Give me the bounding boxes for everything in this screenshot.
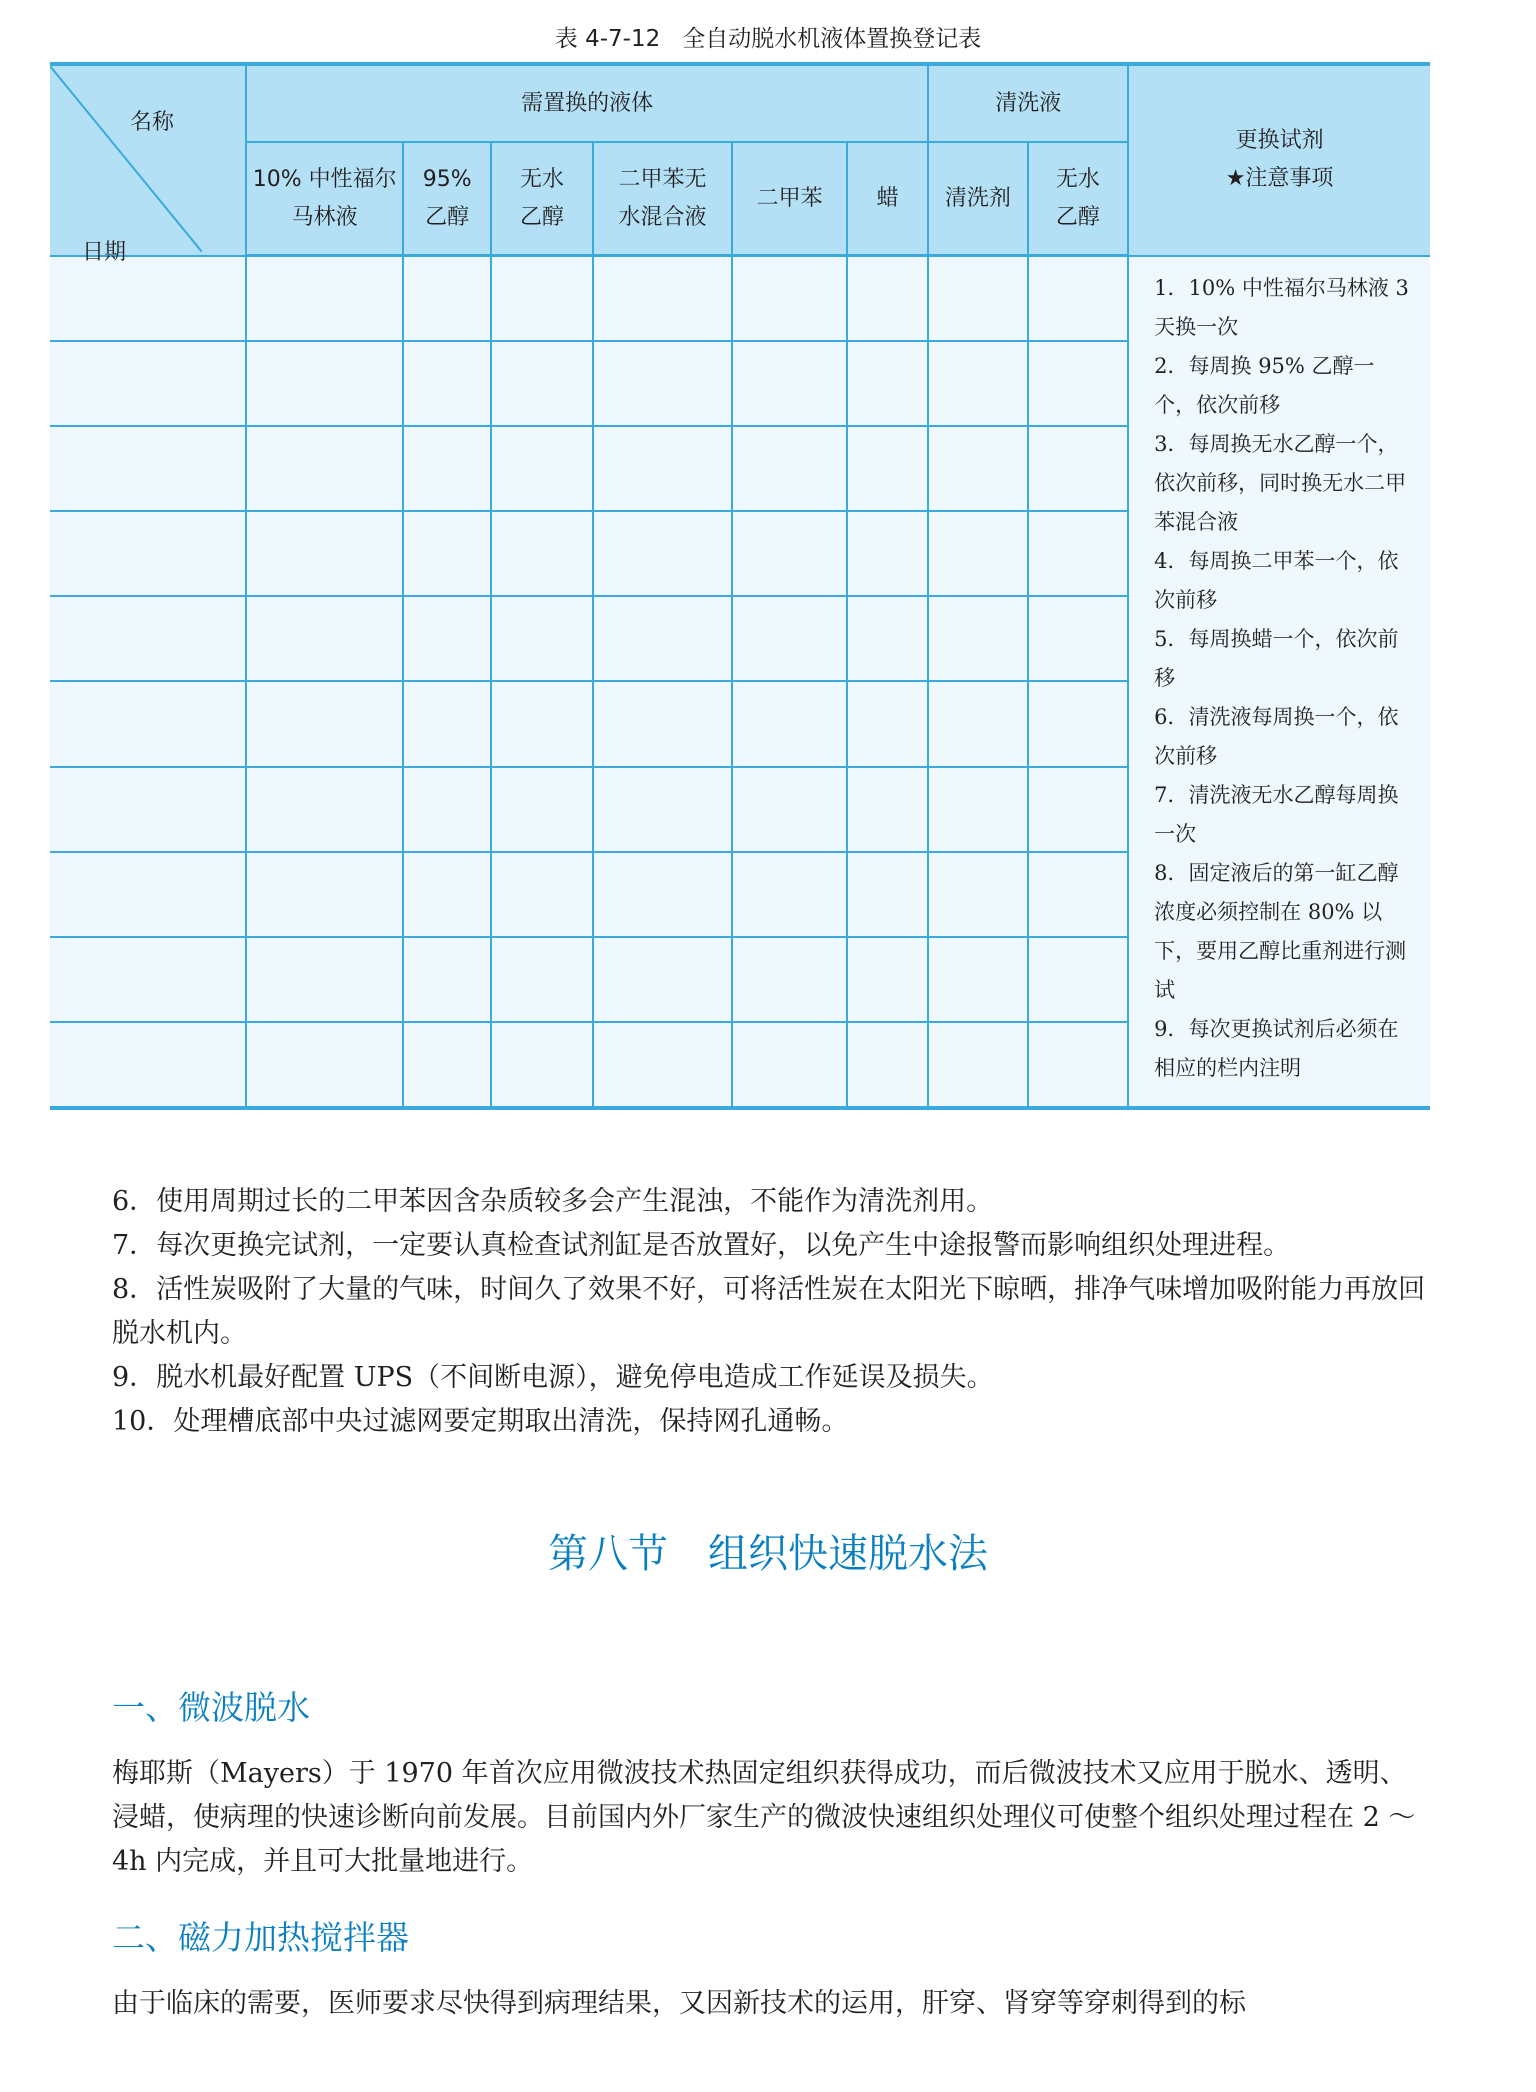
table-cell [847,426,928,511]
table-cell [246,596,403,681]
table-cell [491,426,593,511]
notes-cell [1128,256,1430,1109]
table-cell [1028,256,1129,342]
group-wash-header: 清洗液 [928,64,1128,142]
table-cell [491,767,593,852]
table-cell [928,681,1027,766]
table-cell [593,426,732,511]
table-cell [50,256,246,342]
notes-header-line2: ★注意事项 [1225,166,1334,192]
note-item: 2．每周换 95% 乙醇一个，依次前移 [1154,353,1375,417]
col-header-line: 二甲苯无 [618,166,707,192]
table-cell [732,256,847,342]
col-header-line: 无水 [519,166,564,192]
table-cell [928,852,1027,937]
table-cell [50,767,246,852]
table-cell [928,596,1027,681]
col-header-xylene-mix [593,142,732,256]
table-cell [246,681,403,766]
table-cell [246,767,403,852]
table-cell [593,937,732,1022]
note-item: 7．清洗液无水乙醇每周换一次 [1154,782,1399,846]
table-cell [50,681,246,766]
table-cell [491,681,593,766]
table-cell [50,511,246,596]
table-cell [847,937,928,1022]
table-cell [50,852,246,937]
table-cell [847,596,928,681]
table-cell [847,1022,928,1108]
col-header-line: 马林液 [291,204,358,230]
table-cell [928,341,1027,426]
notes-header-line1: 更换试剂 [1235,128,1324,154]
table-cell [593,1022,732,1108]
col-header-absolute-ethanol [491,142,593,256]
table-cell [928,511,1027,596]
notes-header [1128,64,1430,256]
table-cell [847,852,928,937]
table-cell [491,1022,593,1108]
col-header-line: 水混合液 [618,204,707,230]
paragraph-microwave: 梅耶斯（Mayers）于 1970 年首次应用微波技术热固定组织获得成功，而后微波技术又应用于脱水、透明、浸蜡，使病理的快速诊断向前发展。目前国内外厂家生产的微波快速组织处理仪可使整个组织处理过程在 2 ～ 4h 内完成，并且可大批量地进行。 [112,1758,1416,1877]
corner-date-label: 日期 [82,240,127,265]
corner-diagonal [50,66,202,252]
subsection-title-magnetic-stirrer: 二、磁力加热搅拌器 [112,1918,409,1957]
table-cell [246,256,403,342]
table-cell [50,1022,246,1108]
table-cell [246,937,403,1022]
table-cell [593,341,732,426]
paragraph-8: 8．活性炭吸附了大量的气味，时间久了效果不好，可将活性炭在太阳光下晾晒，排净气味增加吸附能力再放回脱水机内。 [112,1274,1426,1349]
table-cell [928,767,1027,852]
table-cell [732,341,847,426]
table-cell [847,681,928,766]
table-cell [246,511,403,596]
col-header-formalin [246,142,403,256]
table-cell [593,681,732,766]
table-cell [50,937,246,1022]
corner-name-label: 名称 [130,110,175,135]
section-title: 第八节 组织快速脱水法 [548,1531,988,1577]
table-cell [50,596,246,681]
table-cell [928,1022,1027,1108]
col-header-line: 10% 中性福尔 [252,166,397,192]
table-cell [1028,852,1129,937]
note-item: 9．每次更换试剂后必须在相应的栏内注明 [1154,1016,1399,1080]
col-header-wax: 蜡 [847,142,928,256]
col-header-xylene: 二甲苯 [732,142,847,256]
paragraph-9: 9．脱水机最好配置 UPS（不间断电源），避免停电造成工作延误及损失。 [112,1362,994,1393]
table-cell [403,681,491,766]
table-cell [847,256,928,342]
table-cell [403,767,491,852]
table-cell [1028,1022,1129,1108]
table-cell [491,596,593,681]
caption-number: 表 4-7-12 [554,26,661,52]
paragraph-6: 6．使用周期过长的二甲苯因含杂质较多会产生混浊，不能作为清洗剂用。 [112,1186,994,1217]
caption-title: 全自动脱水机液体置换登记表 [682,26,982,52]
table-cell [403,937,491,1022]
table-cell [403,596,491,681]
note-item: 6．清洗液每周换一个，依次前移 [1154,704,1399,768]
table-cell [1028,511,1129,596]
note-item: 1．10% 中性福尔马林液 3 天换一次 [1154,275,1409,339]
table-cell [491,256,593,342]
paragraph-magnetic-stirrer: 由于临床的需要，医师要求尽快得到病理结果，又因新技术的运用，肝穿、肾穿等穿刺得到的标 [112,1988,1246,2019]
table-cell [403,852,491,937]
table-cell [732,937,847,1022]
table-cell [732,426,847,511]
note-item: 4．每周换二甲苯一个，依次前移 [1154,548,1399,612]
table-cell [593,511,732,596]
corner-header-cell [50,64,246,265]
table-cell [1028,681,1129,766]
table-cell [732,511,847,596]
group-replace-header: 需置换的液体 [246,64,928,142]
table-cell [1028,767,1129,852]
table-cell [732,852,847,937]
col-header-line: 乙醇 [425,204,470,230]
subsection-title-microwave: 一、微波脱水 [112,1688,310,1727]
paragraph-7: 7．每次更换完试剂，一定要认真检查试剂缸是否放置好，以免产生中途报警而影响组织处理进程。 [112,1230,1291,1261]
table-cell [928,256,1027,342]
table-cell [491,511,593,596]
table-cell [403,511,491,596]
table-cell [491,852,593,937]
table-cell [246,341,403,426]
col-header-wash-ethanol [1028,142,1129,256]
table-cell [403,426,491,511]
table-cell [1028,596,1129,681]
registration-table [50,62,1430,1110]
table-cell [1028,341,1129,426]
table-cell [1028,937,1129,1022]
col-header-ethanol-95 [403,142,491,256]
table-cell [593,767,732,852]
table-cell [246,1022,403,1108]
table-cell [847,767,928,852]
col-header-line: 95% [422,166,472,192]
table-cell [403,256,491,342]
table-cell [732,596,847,681]
table-row [50,256,1430,342]
table-cell [403,1022,491,1108]
table-cell [50,341,246,426]
note-item: 3．每周换无水乙醇一个，依次前移，同时换无水二甲苯混合液 [1154,431,1407,534]
table-cell [50,426,246,511]
table-cell [732,681,847,766]
table-cell [847,511,928,596]
table-cell [847,341,928,426]
table-cell [246,852,403,937]
table-cell [593,852,732,937]
col-header-line: 乙醇 [519,204,564,230]
table-cell [246,426,403,511]
table-cell [593,596,732,681]
col-header-line: 乙醇 [1055,204,1100,230]
table-cell [732,1022,847,1108]
table-cell [593,256,732,342]
table-caption [0,20,1536,53]
table-cell [491,937,593,1022]
table-cell [732,767,847,852]
table-cell [928,937,1027,1022]
col-header-cleaner: 清洗剂 [928,142,1027,256]
table-cell [1028,426,1129,511]
table-cell [403,341,491,426]
col-header-line: 无水 [1055,166,1100,192]
paragraph-10: 10．处理槽底部中央过滤网要定期取出清洗，保持网孔通畅。 [112,1406,849,1437]
note-item: 5．每周换蜡一个，依次前移 [1154,626,1399,690]
note-item: 8．固定液后的第一缸乙醇浓度必须控制在 80% 以下，要用乙醇比重剂进行测试 [1154,860,1407,1002]
table-cell [928,426,1027,511]
table-cell [491,341,593,426]
